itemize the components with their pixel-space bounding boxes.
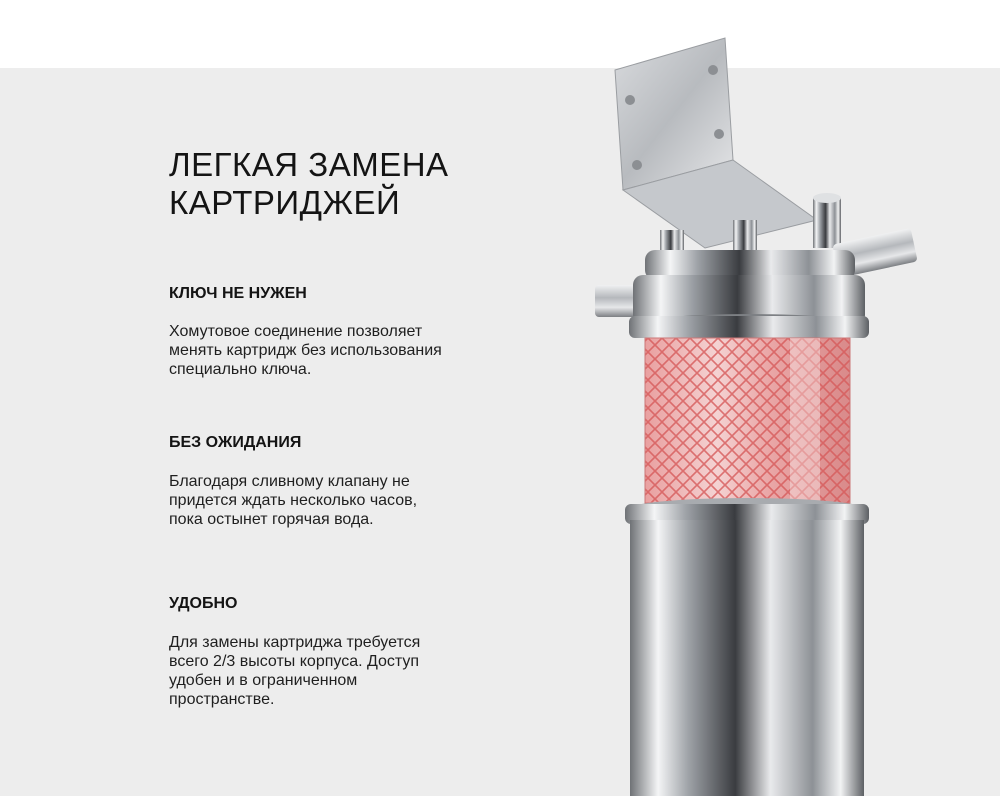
feature-title-convenient: УДОБНО <box>169 595 238 612</box>
feature-text-line: пока остынет горячая вода. <box>169 511 374 528</box>
page-title <box>169 146 449 222</box>
feature-text-line: пространстве. <box>169 691 275 708</box>
feature-text-no-key <box>169 322 479 379</box>
feature-title-no-key: КЛЮЧ НЕ НУЖЕН <box>169 285 307 302</box>
feature-text-line: Хомутовое соединение позволяет <box>169 323 423 340</box>
feature-text-line: менять картридж без использования <box>169 342 442 359</box>
feature-text-no-waiting <box>169 472 479 529</box>
feature-text-line: специально ключа. <box>169 361 312 378</box>
feature-text-line: удобен и в ограниченном <box>169 672 358 689</box>
water-filter-housing-image <box>585 30 925 796</box>
page-title-line-2: КАРТРИДЖЕЙ <box>169 184 401 221</box>
feature-text-line: придется ждать несколько часов, <box>169 492 418 509</box>
feature-title-no-waiting: БЕЗ ОЖИДАНИЯ <box>169 434 302 451</box>
feature-text-line: Для замены картриджа требуется <box>169 634 421 651</box>
feature-text-convenient <box>169 633 479 709</box>
feature-text-line: Благодаря сливному клапану не <box>169 473 410 490</box>
feature-text-line: всего 2/3 высоты корпуса. Доступ <box>169 653 420 670</box>
page-title-line-1: ЛЕГКАЯ ЗАМЕНА <box>169 146 449 183</box>
